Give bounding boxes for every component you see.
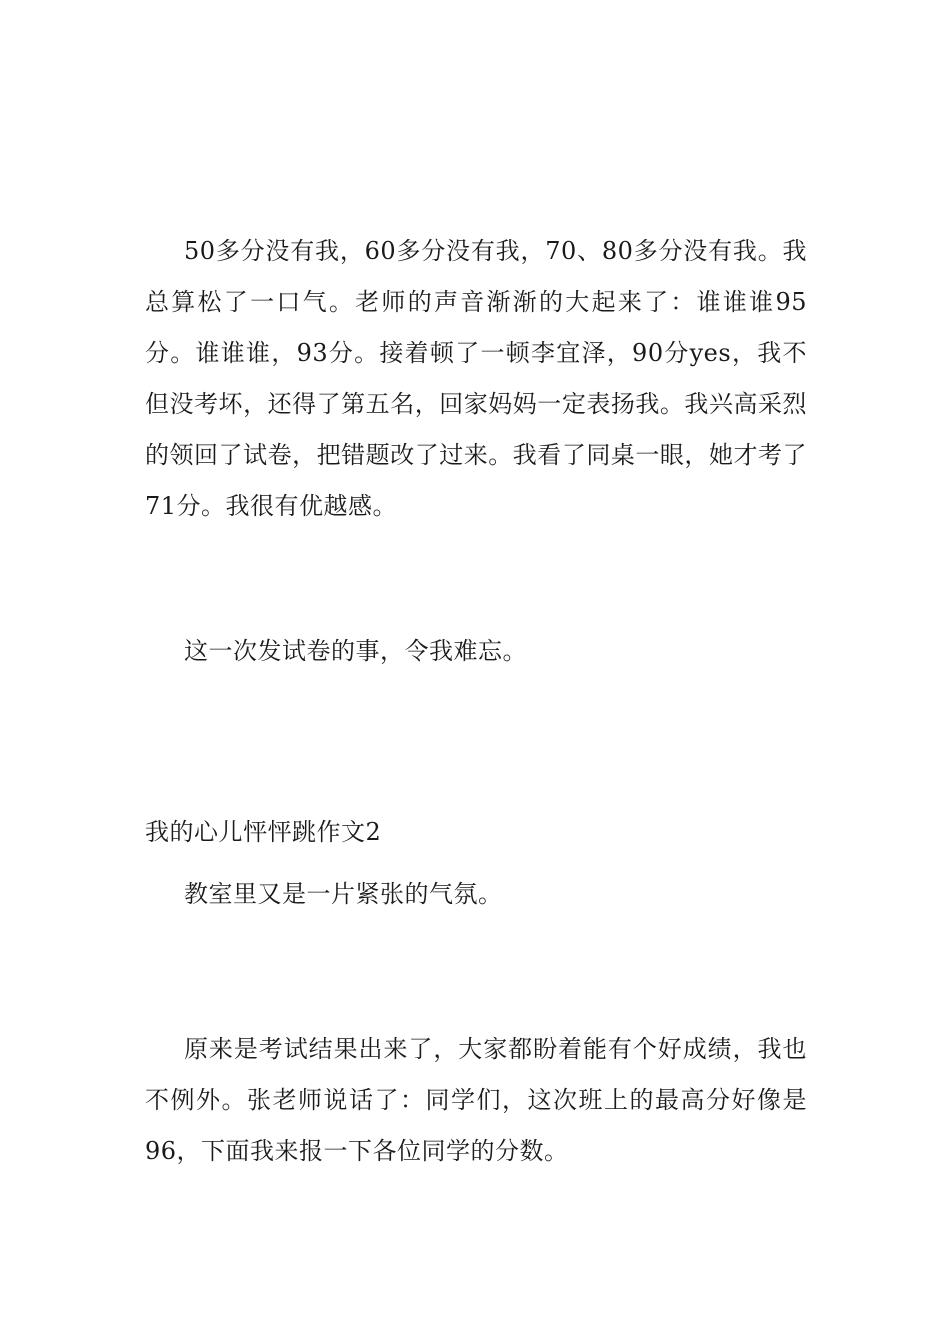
- paragraph-memorable: 这一次发试卷的事，令我难忘。: [184, 637, 527, 665]
- paragraph-exam-scores: 50多分没有我，60多分没有我，70、80多分没有我。我总算松了一口气。老师的声音渐渐的大起来了：谁谁谁95分。谁谁谁，93分。接着顿了一顿李宜泽，90分yes，我不但没考坏，还得了第五名，回家妈妈一定表扬我。我兴高采烈的领回了试卷，把错题改了过来。我看了同桌一眼，她才考了71分。我很有优越感。: [145, 237, 807, 520]
- paragraph-results: 原来是考试结果出来了，大家都盼着能有个好成绩，我也不例外。张老师说话了：同学们，这次班上的最高分好像是96，下面我来报一下各位同学的分数。: [145, 1035, 807, 1165]
- essay-heading: 我的心儿怦怦跳作文2: [145, 818, 382, 846]
- paragraph-classroom: 教室里又是一片紧张的气氛。: [184, 880, 503, 908]
